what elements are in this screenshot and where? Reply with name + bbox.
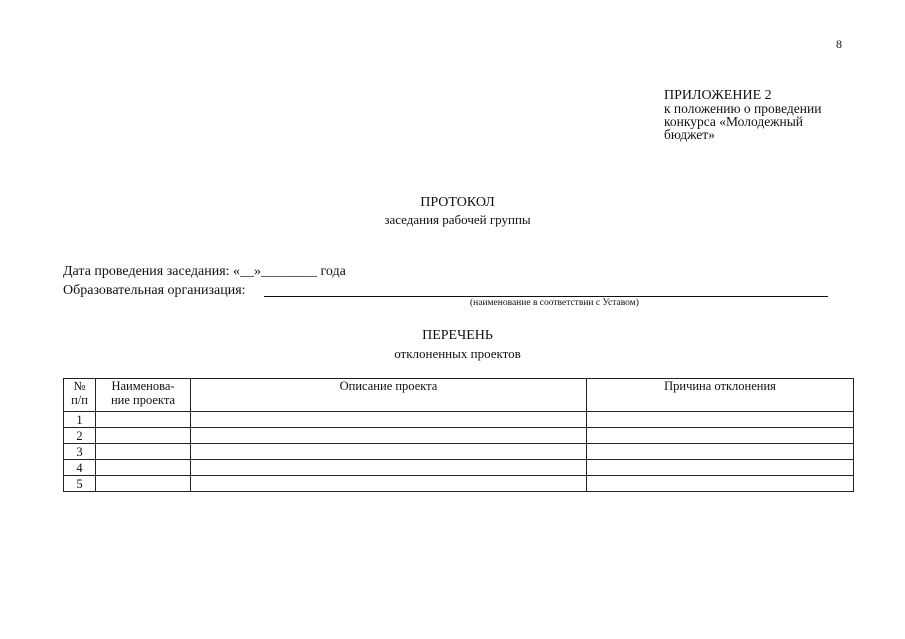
cell-description [191,412,587,428]
protocol-title: ПРОТОКОЛ [420,195,495,210]
cell-project-name [96,412,191,428]
cell-reason [587,412,854,428]
table-row [64,460,854,476]
cell-project-name [96,444,191,460]
cell-project-name [96,428,191,444]
list-title: ПЕРЕЧЕНЬ [422,328,493,343]
row-number: 2 [64,428,96,444]
row-number: 4 [64,460,96,476]
protocol-subtitle: заседания рабочей группы [384,212,531,227]
cell-description [191,476,587,492]
table-row [64,412,854,428]
table-row [64,476,854,492]
cell-description [191,460,587,476]
rejected-projects-table [63,378,854,492]
row-number: 3 [64,444,96,460]
cell-reason [587,460,854,476]
appendix-line-2: конкурса «Молодежный [664,114,804,129]
organization-label: Образовательная организация: [63,283,246,298]
cell-reason [587,428,854,444]
cell-reason [587,476,854,492]
header-number: № п/п [64,379,96,412]
table-row [64,428,854,444]
row-number: 5 [64,476,96,492]
header-description: Описание проекта [191,379,587,412]
meeting-date-field: Дата проведения заседания: «__»________ года [63,264,346,279]
table-row [64,444,854,460]
organization-hint: (наименование в соответствии с Уставом) [470,298,639,308]
appendix-line-3: бюджет» [664,127,715,142]
appendix-block [664,89,821,141]
cell-reason [587,444,854,460]
cell-project-name [96,460,191,476]
page-number: 8 [836,37,842,51]
list-subtitle: отклоненных проектов [394,346,521,361]
header-project-name: Наименова- ние проекта [96,379,191,412]
cell-project-name [96,476,191,492]
row-number: 1 [64,412,96,428]
cell-description [191,444,587,460]
header-reason: Причина отклонения [587,379,854,412]
cell-description [191,428,587,444]
table-header-row [64,379,854,412]
organization-underline [264,296,828,297]
appendix-title: ПРИЛОЖЕНИЕ 2 [664,88,772,103]
appendix-line-1: к положению о проведении [664,101,822,116]
